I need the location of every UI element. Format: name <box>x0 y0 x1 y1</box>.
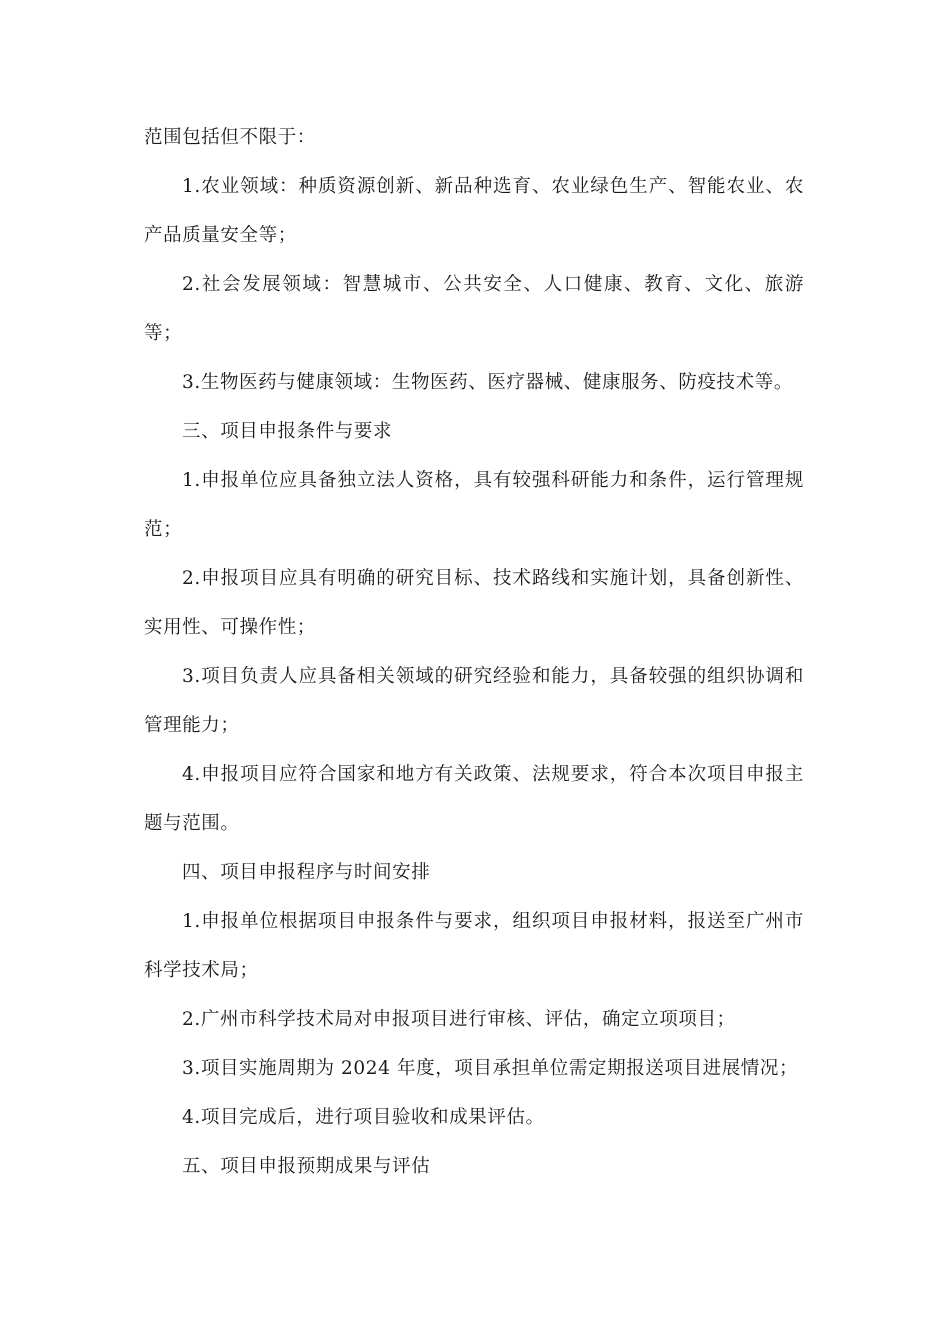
paragraph-condition-2: 2.申报项目应具有明确的研究目标、技术路线和实施计划，具备创新性、实用性、可操作性； <box>144 568 804 638</box>
section-heading-outcomes: 五、项目申报预期成果与评估 <box>182 1156 431 1177</box>
section-heading-conditions: 三、项目申报条件与要求 <box>182 421 393 442</box>
paragraph-condition-4: 4.申报项目应符合国家和地方有关政策、法规要求，符合本次项目申报主题与范围。 <box>144 764 804 834</box>
paragraph-procedure-2: 2.广州市科学技术局对申报项目进行审核、评估，确定立项项目； <box>182 1009 736 1030</box>
paragraph-condition-1: 1.申报单位应具备独立法人资格，具有较强科研能力和条件，运行管理规范； <box>144 470 804 540</box>
paragraph-biomedicine: 3.生物医药与健康领域：生物医药、医疗器械、健康服务、防疫技术等。 <box>182 372 793 393</box>
paragraph-procedure-4: 4.项目完成后，进行项目验收和成果评估。 <box>182 1107 545 1128</box>
paragraph-procedure-1: 1.申报单位根据项目申报条件与要求，组织项目申报材料，报送至广州市科学技术局； <box>144 911 804 981</box>
section-heading-procedure: 四、项目申报程序与时间安排 <box>182 862 431 883</box>
paragraph-condition-3: 3.项目负责人应具备相关领域的研究经验和能力，具备较强的组织协调和管理能力； <box>144 666 804 736</box>
paragraph-social-development: 2.社会发展领域：智慧城市、公共安全、人口健康、教育、文化、旅游等； <box>144 274 804 344</box>
paragraph-procedure-3: 3.项目实施周期为 2024 年度，项目承担单位需定期报送项目进展情况； <box>182 1058 799 1079</box>
document-body <box>144 113 804 1191</box>
paragraph-scope-intro: 范围包括但不限于： <box>144 127 316 148</box>
paragraph-agriculture: 1.农业领域：种质资源创新、新品种选育、农业绿色生产、智能农业、农产品质量安全等； <box>144 176 804 246</box>
